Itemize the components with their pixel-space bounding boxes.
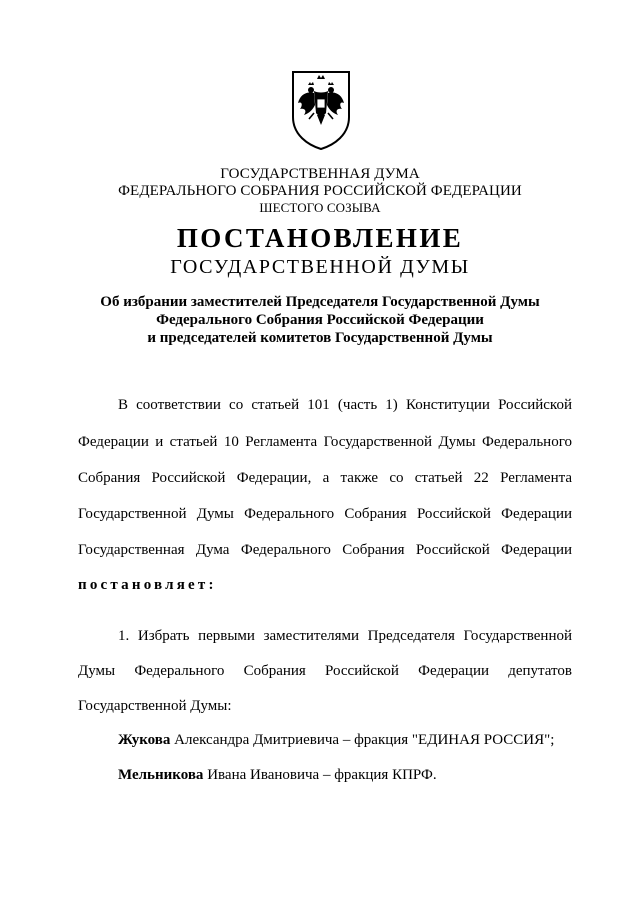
double-headed-eagle-emblem-icon: [290, 69, 352, 151]
paragraph-line: В соответствии со статьей 101 (часть 1) Конституции Российской: [118, 397, 572, 413]
document-subtitle: ГОСУДАРСТВЕННОЙ ДУМЫ: [170, 256, 470, 278]
paragraph-line: Государственная Дума Федерального Собрания Российской Федерации: [78, 542, 572, 558]
decree-word: постановляет:: [78, 577, 217, 593]
document-title: ПОСТАНОВЛЕНИЕ: [176, 223, 464, 253]
deputy-details: Ивана Ивановича – фракция КПРФ.: [203, 767, 437, 783]
deputy-entry: [118, 731, 572, 749]
item-line: Думы Федерального Собрания Российской Федерации депутатов: [78, 663, 572, 679]
item-line: 1. Избрать первыми заместителями Председателя Государственной: [118, 628, 572, 644]
header-line-1: ГОСУДАРСТВЕННАЯ ДУМА: [220, 166, 420, 182]
header-line-2: ФЕДЕРАЛЬНОГО СОБРАНИЯ РОССИЙСКОЙ ФЕДЕРАЦИИ: [118, 183, 522, 199]
deputy-surname: Мельникова: [118, 767, 204, 783]
item-line: Государственной Думы:: [78, 698, 232, 714]
subject-line-2: Федерального Собрания Российской Федерации: [156, 312, 484, 328]
deputy-surname: Жукова: [118, 732, 171, 748]
deputy-entry: [118, 766, 572, 784]
paragraph-line: Собрания Российской Федерации, а также со статьей 22 Регламента: [78, 470, 572, 486]
subject-line-3: и председателей комитетов Государственной Думы: [147, 330, 493, 346]
subject-line-1: Об избрании заместителей Председателя Государственной Думы: [100, 294, 540, 310]
header-line-3: ШЕСТОГО СОЗЫВА: [259, 200, 381, 215]
deputy-details: Александра Дмитриевича – фракция "ЕДИНАЯ РОССИЯ";: [170, 732, 555, 748]
paragraph-line: Государственной Думы Федерального Собрания Российской Федерации: [78, 506, 572, 522]
paragraph-line: Федерации и статьей 10 Регламента Государственной Думы Федерального: [78, 434, 572, 450]
